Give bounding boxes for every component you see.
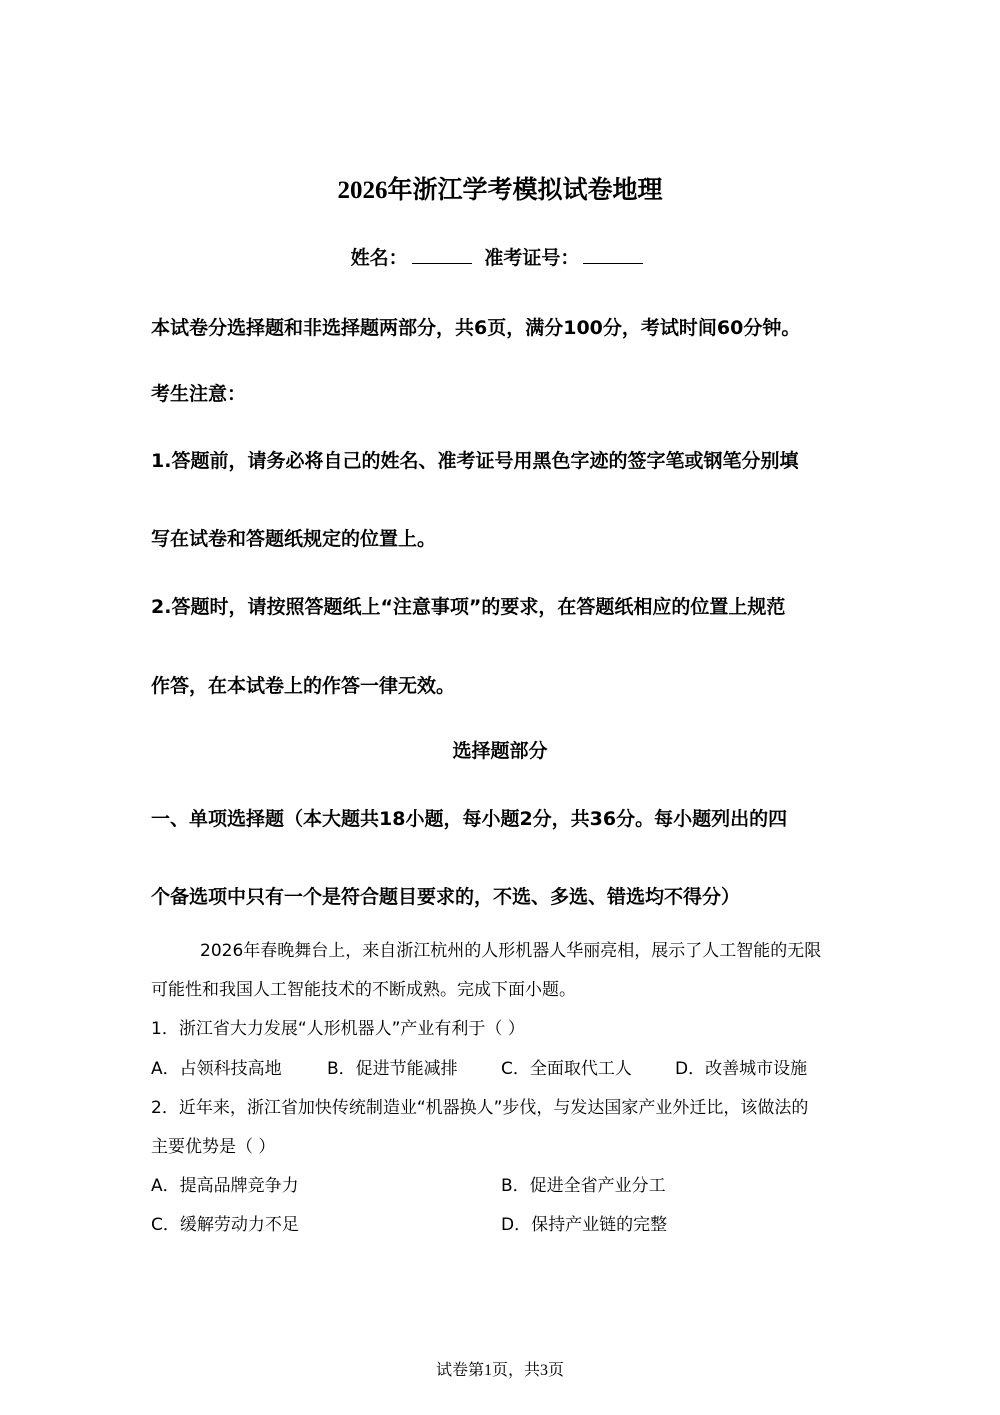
notice-1-line-2: 写在试卷和答题纸规定的位置上。 [151, 528, 437, 550]
question-2-option-d: D．保持产业链的完整 [501, 1215, 668, 1235]
question-2-stem-line-1: 2．近年来，浙江省加快传统制造业“机器换人”步伐，与发达国家产业外迁比，该做法的 [151, 1098, 809, 1118]
material-line-2: 可能性和我国人工智能技术的不断成熟。完成下面小题。 [151, 980, 576, 1000]
question-1-option-d: D．改善城市设施 [675, 1059, 808, 1079]
notice-1-line-1: 1.答题前，请务必将自己的姓名、准考证号用黑色字迹的签字笔或钢笔分别填 [151, 450, 799, 472]
exam-summary: 本试卷分选择题和非选择题两部分，共6页，满分100分，考试时间60分钟。 [151, 317, 801, 339]
part-heading-line-2: 个备选项中只有一个是符合题目要求的，不选、多选、错选均不得分） [151, 886, 741, 908]
notice-2-line-1: 2.答题时，请按照答题纸上“注意事项”的要求，在答题纸相应的位置上规范 [151, 596, 786, 618]
question-2-option-b: B．促进全省产业分工 [501, 1176, 666, 1196]
question-1-stem: 1．浙江省大力发展“人形机器人”产业有利于（ ） [151, 1019, 525, 1039]
question-1-option-b: B．促进节能减排 [327, 1059, 458, 1079]
exam-number-label: 准考证号： [484, 247, 580, 269]
material-line-1: 2026年春晚舞台上，来自浙江杭州的人形机器人华丽亮相，展示了人工智能的无限 [200, 941, 822, 961]
name-blank [412, 245, 472, 264]
candidate-info-line [0, 243, 1000, 270]
exam-title: 2026年浙江学考模拟试卷地理 [337, 177, 663, 204]
notice-2-line-2: 作答，在本试卷上的作答一律无效。 [151, 675, 456, 697]
question-2-option-c: C．缓解劳动力不足 [151, 1215, 299, 1235]
section-title: 选择题部分 [452, 740, 548, 762]
question-1-option-a: A．占领科技高地 [151, 1059, 282, 1079]
question-2-stem-line-2: 主要优势是（ ） [151, 1137, 276, 1157]
question-2-option-a: A．提高品牌竞争力 [151, 1176, 299, 1196]
page-footer: 试卷第1页，共3页 [435, 1362, 564, 1379]
notice-heading: 考生注意： [151, 383, 247, 405]
question-1-option-c: C．全面取代工人 [501, 1059, 632, 1079]
exam-number-blank [583, 245, 643, 264]
name-label: 姓名： [350, 247, 408, 269]
part-heading-line-1: 一、单项选择题（本大题共18小题，每小题2分，共36分。每小题列出的四 [151, 808, 788, 830]
